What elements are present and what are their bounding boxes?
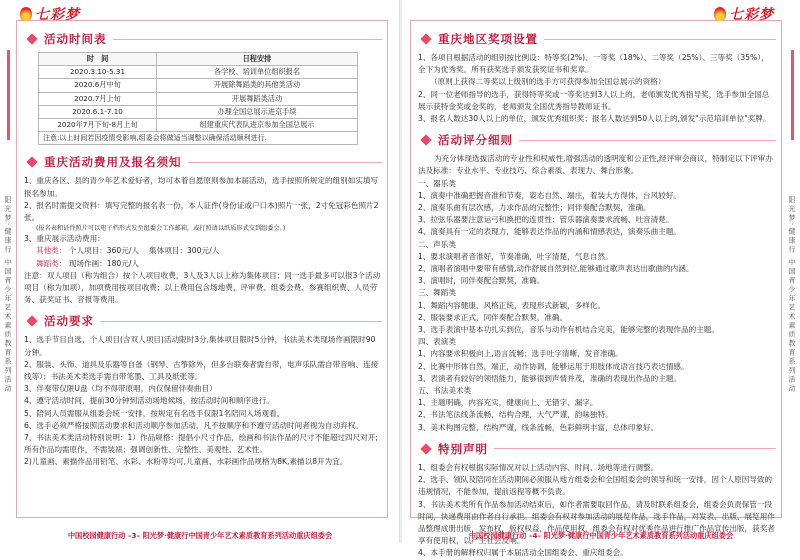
table-cell-date: 2020.6.1-7.10 <box>39 105 157 118</box>
section-title-requirements <box>24 312 382 330</box>
list-item: 1、舞蹈内容健康，风格正统，表现形式新颖，多样化。 <box>418 300 606 310</box>
section-title-awards <box>418 30 776 48</box>
list-item: 4、演奏具有一定的表现力，能够表达作品的内涵和情感表达，演奏乐曲主题。 <box>418 227 682 237</box>
heading-rule <box>519 140 776 141</box>
list-item: 2、服装要求正式，同伴奏配合默契，准确。 <box>418 312 568 322</box>
table-row <box>39 79 358 92</box>
list-item: 3、拉弦乐器要注意运弓和换把的连贯性；管乐器演奏要求流畅、吐音清楚。 <box>418 215 674 225</box>
list-item: 2、同一位老师指导的选手，获得特等奖或一等奖达到3人以上的，老师颁发优秀指导奖，选手参加全国总展示获特金奖或金奖的，老师颁发全国优秀指导教师证书。 <box>418 89 770 111</box>
table-row <box>39 105 358 118</box>
section-heading: 活动时间表 <box>44 31 107 46</box>
list-item: 1、演奏中准确把握音准和节奏，姿态自然、端庄，着装大方得体，台风较好。 <box>418 190 682 200</box>
list-item: 4、遵守活动时间，提前30分钟到活动场地候场，按活动时间和顺序进行。 <box>24 396 274 406</box>
list-item: 2、选手、领队及陪同在活动期间必须服从地方组委会和全国组委会的领导和统一安排，因个人原因导致的违规情况，不能参加，提前返程等概不负责。 <box>418 475 773 497</box>
list-item: 4、本手册的解释权归属于本届活动全国组委会、重庆组委会。 <box>418 548 628 558</box>
fee-value: 个人项目：360元/人 集体项目：300元/人 <box>68 246 220 256</box>
list-item: 四、表演类 <box>418 337 456 347</box>
table-note-row <box>39 132 358 145</box>
diamond-icon <box>26 157 37 168</box>
list-item: 1、内容要求积极向上,语言流畅；选手吐字清晰，发音准确。 <box>418 349 623 359</box>
table-row <box>39 119 358 132</box>
list-item: 1、各项目根据活动的组别按比例设：特等奖(2%)、一等奖（18%）、二等奖（25%）、三等奖（35%），全下为优秀奖。所有获奖选手颁发获奖证书和奖章。 <box>418 53 769 75</box>
section-heading: 重庆地区奖项设置 <box>438 31 538 46</box>
table-cell-agenda: 开展舞蹈类活动 <box>157 92 358 105</box>
list-item: 1、主题明确，内容充实，健康向上、无错字、漏字。 <box>418 398 598 408</box>
diamond-icon <box>420 135 431 146</box>
diamond-icon <box>26 33 37 44</box>
list-item: 2、演奏乐曲有层次感，力求作品的完整性；同伴奏配合默契，准确。 <box>418 203 651 213</box>
paragraph: 注意：双人项目（称为组合）按个人项目收费，3人及3人以上称为集体项目；同一选手最多可以报3个活动项目（称为加项），加项费用按项目收费；以上费用包含场地费、评审费、组委会费、参赛组织费、人员劳务、获奖证书、音报等费用。 <box>24 270 381 305</box>
list-item: 3、伴奏带仅限U盘（均不得带原唱，内仅保留伴奏曲目） <box>24 384 217 394</box>
table-header-time: 时 间 <box>39 53 157 66</box>
list-item: 2、演唱者演唱中要带有感情,动作舒展自然到位,能够通过歌声表达出歌曲的内涵。 <box>418 264 694 274</box>
list-item: 3、美术构图完整，结构严谨，线条流畅，色彩鲜明丰富，总体印象好。 <box>418 422 659 432</box>
torch-icon <box>714 7 726 21</box>
left-page <box>0 0 400 543</box>
list-item: 3、表演者有较好的领悟能力，能够很到声情并茂，准确的表现出作品的主题。 <box>418 373 682 383</box>
list-item: 3、报名人数达30人以上的单位，颁发优秀组织奖；报名人数达到50人以上的,颁发"示范培训单位"奖牌。 <box>418 114 771 124</box>
schedule-table <box>38 52 358 145</box>
logo-text: 七彩梦 <box>35 7 80 23</box>
list-item: 5、陪同人员需服从组委会统一安排，按规定有名选手仅限1名陪同入场观看。 <box>24 408 285 418</box>
list-item: 3、书法美术类所有作品参加活动结束后，如作者需要取回作品，请及时联系组委会，组委会负责保管一段时间，快递费用由作者自行承担。组委会有权对参加活动的展览作品，选手作品，对发表、出版、展览用作品整理成册出版，发布权，版权权益，作品使用权，组委会有权对优秀作品进行推广作品宣传出版，获奖者享有使用权，以产生社会反响。 <box>418 499 775 546</box>
section-heading: 活动评分细则 <box>438 133 513 148</box>
heading-rule <box>113 39 383 40</box>
fee-label: 其他类： <box>36 246 67 256</box>
side-vertical-text: 阳光梦·健康行 中国青少年艺术素质教育系列活动 <box>4 196 12 394</box>
list-item: 一、器乐类 <box>418 178 456 188</box>
section-heading: 重庆活动费用及报名须知 <box>44 155 182 170</box>
side-accent-bar <box>7 50 10 140</box>
fee-value: 现场作画：180元/人 <box>68 258 140 268</box>
page-footer: 中国校园健康行动 –4– 阳光梦·健康行中国青少年艺术素质教育系列活动重庆组委会 <box>468 531 734 540</box>
fee-line-dance <box>24 258 382 270</box>
list-item: 三、舞蹈类 <box>418 288 456 298</box>
side-vertical-text: 阳光梦·健康行 中国青少年艺术素质教育系列活动 <box>788 196 796 394</box>
diamond-icon <box>420 33 431 44</box>
heading-rule <box>544 39 776 40</box>
left-content <box>24 26 382 469</box>
table-cell-date: 2020.3.10-5.31 <box>39 66 157 79</box>
page-footer: 中国校园健康行动 –3– 阳光梦·健康行中国青少年艺术素质教育系列活动重庆组委会 <box>67 531 333 540</box>
table-cell-agenda: 组建重庆代表队进京参加全国总展示 <box>157 119 358 132</box>
heading-rule <box>494 448 776 449</box>
list-item: 2)儿童画、素描作品用铅笔、水彩、水粉等均可,儿童画、水彩画作品规格为8K,素描以8开为宜。 <box>24 457 348 467</box>
side-strip <box>785 20 799 518</box>
list-item: 1、组委会有权根据实际情况对以上活动内容、时间、场地等进行调整。 <box>418 462 659 472</box>
brand-logo <box>20 4 80 24</box>
right-page <box>402 0 800 558</box>
table-cell-agenda: 办理全国总展示进京手续 <box>157 105 358 118</box>
table-cell-agenda: 各学校、培训单位组织报名 <box>157 66 358 79</box>
list-item: 7、书法美术类活动特别说明：1）作品规格：提倡小尺寸作品，绘画和书法作品的尺寸不能超过四尺对开;所有作品均需原作，不需装裱；强调创新性、完整性、美观性、艺术性。 <box>24 433 378 455</box>
diamond-icon <box>26 316 37 327</box>
logo-text: 七彩梦 <box>729 7 774 23</box>
table-row <box>39 92 358 105</box>
heading-rule <box>188 162 383 163</box>
side-accent-bar <box>791 50 794 140</box>
table-cell-date: 2020.7月上旬 <box>39 92 157 105</box>
list-item: 2、书法笔法线条流畅，结构合理，大气严谨，韵味独特。 <box>418 410 613 420</box>
paragraph: 2、报名时需提交资料：填写完整的报名表一份，本人证件(身份证或户口本)照片一张，2寸免冠彩色照片2张。 <box>24 200 379 223</box>
list-item: 1、要求演唱者音准好，节奏准确，吐字清楚，气息自然。 <box>418 251 613 261</box>
table-cell-agenda: 开展除舞蹈类的其他类活动 <box>157 79 358 92</box>
list-item: 2、服装、头饰、道具及乐器等自备（钢琴、古筝除外，但多台联奏者需自带，电声乐队需自带音响、连接线等）；书法美术类选手需自带笔墨、工具及纸张等。 <box>24 359 379 382</box>
fee-label: 舞蹈类： <box>36 258 67 268</box>
right-content <box>418 26 776 560</box>
fee-line-other <box>24 245 382 257</box>
list-item: （原则上获得二等奖以上级别的选手方可获得参加全国总展示的资格） <box>430 77 666 87</box>
section-title-fees <box>24 153 382 171</box>
paragraph: 为充分体现选拔活动的专业性和权威性,增强活动的透明度和公正性,经评审会商议，特制定以下评审办法及标准：专业水平、专业技巧、综合素质、表现力、舞台形象。 <box>418 154 773 176</box>
table-note: 注意:以上时间若因疫情受影响,组委会将做适当调整以确保活动顺利进行. <box>39 132 358 145</box>
section-heading: 活动要求 <box>44 314 94 329</box>
torch-icon <box>20 7 32 21</box>
brand-logo <box>714 4 774 24</box>
section-title-notice <box>418 440 776 458</box>
table-cell-date: 2020年7月下旬-8月上旬 <box>39 119 157 132</box>
list-item: 6、选手必须严格按照活动要求和活动顺序参加活动，凡不按顺序和不遵守活动时间者视为自动弃权。 <box>24 420 363 430</box>
list-item: 五、书法美术类 <box>418 386 472 396</box>
table-row <box>39 66 358 79</box>
small-note: (报名表和证件照片可以电子档形式发至组委会工作邮箱，或打照请以纸质形式交到组委会。) <box>36 225 286 233</box>
side-strip <box>1 20 15 518</box>
table-header-agenda: 日程安排 <box>157 53 358 66</box>
list-item: 2、比赛中形体自然，端正，动作协调，能够运用于用肢体成语言技巧表达情感。 <box>418 361 689 371</box>
section-title-schedule <box>24 30 382 48</box>
list-item: 1、选手节目自选，个人项目(含双人项目)活动限时3分,集体项目限时5分钟，书法美术类现场作画限时90分钟。 <box>24 335 376 357</box>
list-item: 3、选手表演中基本功扎实到位，音乐与动作有机结合完美，能够完整的表现作品的主题。 <box>418 325 719 335</box>
paragraph: 3、重庆展示活动费用： <box>24 234 105 244</box>
list-item: 二、声乐类 <box>418 239 456 249</box>
list-item: 3、演唱时，同伴奏配合默契，准确。 <box>418 276 545 286</box>
section-title-scoring <box>418 131 776 149</box>
paragraph: 1、重庆各区、县的青少年艺术爱好者，均可本着自愿原则参加本届活动，选手按照所规定的组别如实填写报名参加。 <box>24 176 379 198</box>
table-cell-date: 2020.6月中旬 <box>39 79 157 92</box>
section-heading: 特别声明 <box>438 441 488 456</box>
diamond-icon <box>420 443 431 454</box>
heading-rule <box>100 321 382 322</box>
